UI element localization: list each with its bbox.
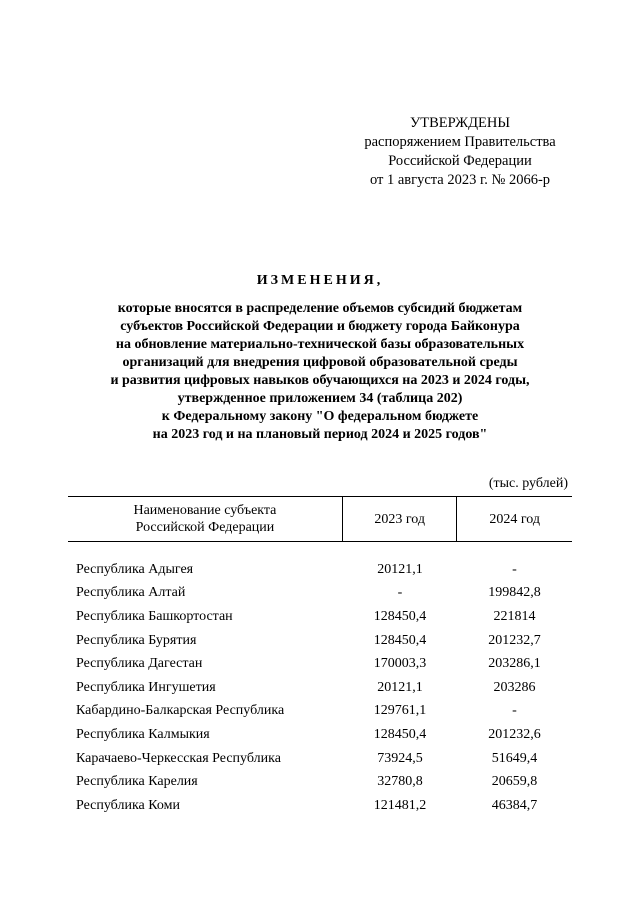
subtitle-line: организаций для внедрения цифровой образовательной среды	[122, 355, 518, 370]
region-name: Республика Дагестан	[76, 656, 203, 672]
subtitle-line: утвержденное приложением 34 (таблица 202)	[177, 391, 463, 406]
value-2024: 199842,8	[488, 585, 541, 601]
value-2024: 201232,6	[488, 726, 541, 742]
table-row	[68, 605, 572, 629]
value-2024: 51649,4	[491, 750, 538, 766]
value-2023: 73924,5	[377, 750, 423, 766]
region-name: Республика Бурятия	[76, 632, 197, 648]
value-2024: 203286,1	[488, 656, 541, 672]
table-row	[68, 629, 572, 653]
value-2023: 121481,2	[373, 797, 427, 813]
table-row	[68, 723, 572, 747]
header-name-line-1: Наименование субъекта	[133, 503, 277, 518]
units-label: (тыс. рублей)	[488, 476, 568, 491]
value-2023: 170003,3	[373, 656, 427, 672]
table-row	[68, 794, 572, 818]
table-row	[68, 652, 572, 676]
subtitle-line: к Федеральному закону "О федеральном бюджете	[161, 409, 479, 424]
table-body	[68, 558, 572, 818]
header-name-line-2: Российской Федерации	[135, 520, 275, 535]
region-name: Республика Коми	[76, 797, 180, 813]
approval-line-2: распоряжением Правительства	[364, 134, 556, 150]
table-row	[68, 558, 572, 582]
header-year-2023: 2023 год	[342, 497, 457, 541]
value-2024: -	[512, 561, 517, 577]
subtitle-line: субъектов Российской Федерации и бюджету города Байконура	[120, 319, 520, 334]
document-title: ИЗМЕНЕНИЯ,	[256, 273, 384, 288]
value-2024: -	[512, 703, 517, 719]
table-header	[68, 496, 572, 542]
document-subtitle	[40, 300, 600, 444]
value-2023: 129761,1	[373, 703, 427, 719]
region-name: Республика Башкортостан	[76, 608, 233, 624]
value-2024: 46384,7	[491, 797, 538, 813]
header-year-2024: 2024 год	[456, 497, 572, 541]
region-name: Республика Карелия	[76, 774, 198, 790]
value-2023: -	[397, 585, 403, 601]
value-2023: 20121,1	[377, 679, 423, 695]
value-2024: 203286	[493, 679, 536, 695]
region-name: Республика Ингушетия	[76, 679, 216, 695]
region-name: Кабардино-Балкарская Республика	[76, 703, 285, 719]
approval-line-4: от 1 августа 2023 г. № 2066-р	[369, 172, 551, 188]
value-2023: 128450,4	[373, 608, 427, 624]
region-name: Карачаево-Черкесская Республика	[76, 750, 281, 766]
region-name: Республика Алтай	[76, 585, 186, 601]
value-2024: 20659,8	[491, 774, 538, 790]
value-2023: 32780,8	[377, 774, 423, 790]
value-2024: 221814	[493, 608, 536, 624]
subtitle-line: на обновление материально-технической базы образовательных	[115, 337, 525, 352]
subtitle-line: и развития цифровых навыков обучающихся на 2023 и 2024 годы,	[110, 373, 530, 388]
header-region-name	[68, 497, 342, 541]
subtitle-line: на 2023 год и на плановый период 2024 и 2025 годов"	[152, 427, 488, 442]
subtitle-line: которые вносятся в распределение объемов субсидий бюджетам	[117, 301, 523, 316]
value-2023: 20121,1	[377, 561, 423, 577]
table-row	[68, 770, 572, 794]
table-row	[68, 582, 572, 606]
value-2023: 128450,4	[373, 632, 427, 648]
region-name: Республика Адыгея	[76, 561, 194, 577]
approval-line-1: УТВЕРЖДЕНЫ	[409, 115, 511, 131]
value-2024: 201232,7	[488, 632, 541, 648]
value-2023: 128450,4	[373, 726, 427, 742]
table-row	[68, 676, 572, 700]
table-row	[68, 747, 572, 771]
region-name: Республика Калмыкия	[76, 726, 210, 742]
approval-line-3: Российской Федерации	[388, 153, 532, 169]
table-row	[68, 700, 572, 724]
approval-stamp	[340, 114, 580, 190]
